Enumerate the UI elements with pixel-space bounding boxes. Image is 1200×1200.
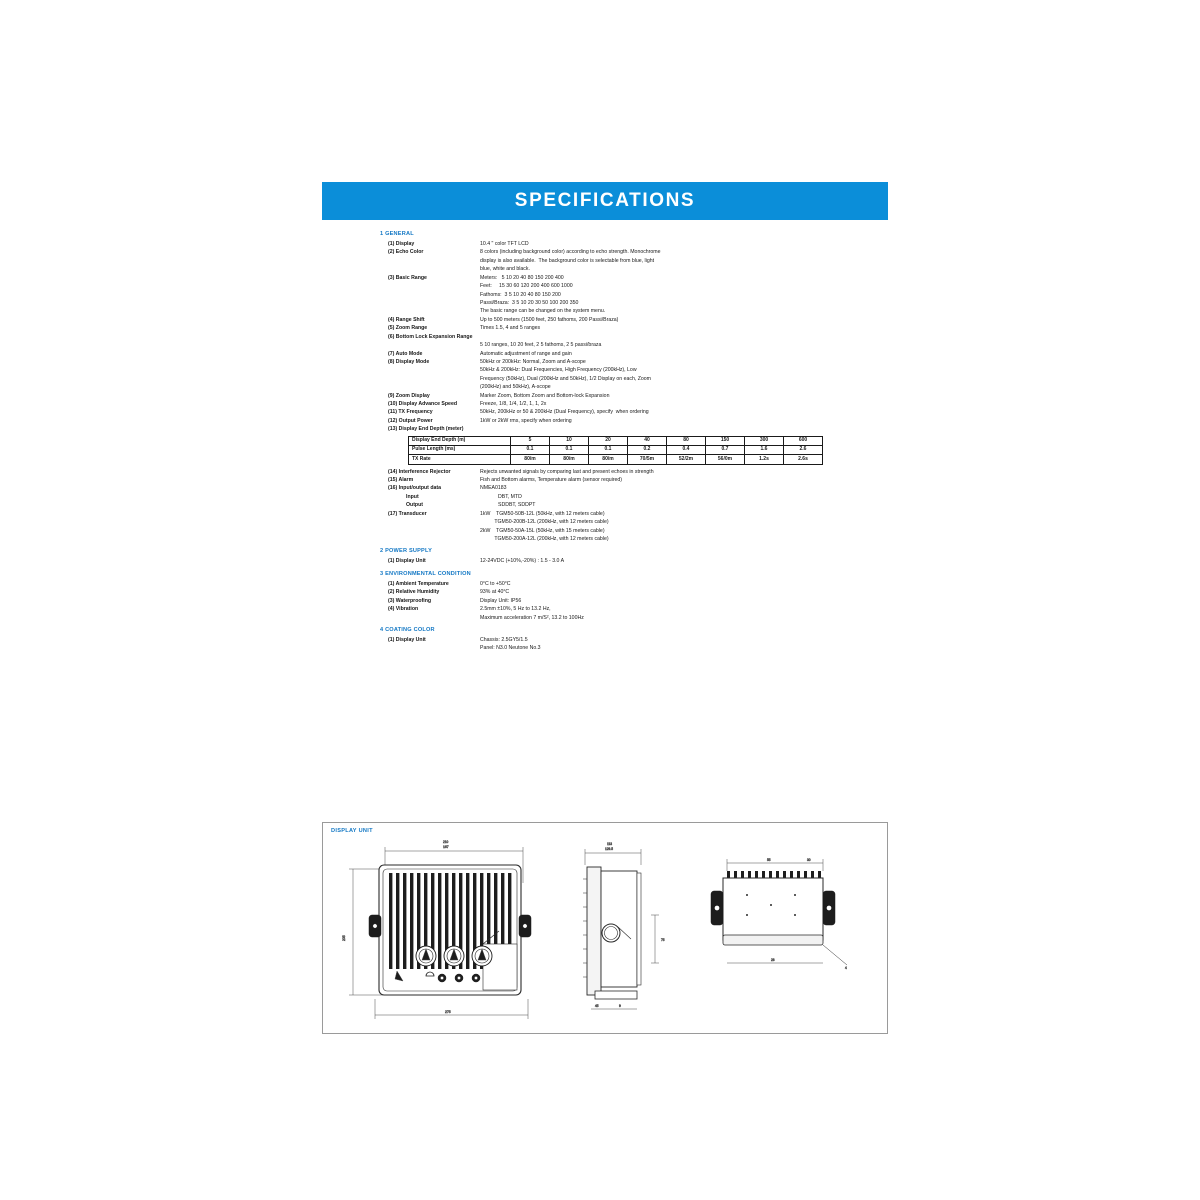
depth-pulse-table [408,436,823,465]
table-cell: 0.1 [511,446,550,455]
spec-item-value [480,316,888,324]
spec-value-line: NMEA0183 [480,485,507,492]
spec-row [388,408,888,416]
spec-item-value [480,248,888,273]
table-cell: 150 [706,436,745,445]
spec-item-value [480,358,888,392]
spec-row [388,274,888,316]
page-title: SPECIFICATIONS [514,190,696,211]
table-row-header: Display End Depth (m) [409,436,511,445]
spec-item-label: (4) Vibration [388,606,419,613]
spec-item-label: (4) Range Shift [388,316,425,323]
spec-value-line: Fathoms: 3 5 10 20 40 80 150 200 [480,291,561,298]
table-cell: 1.6 [745,446,784,455]
spec-row [388,240,888,248]
spec-value-line: 0°C to +50°C [480,580,511,587]
spec-value-line: Marker Zoom, Bottom Zoom and Bottom-lock Expansion [480,392,610,399]
spec-item-value [480,240,888,248]
table-cell: 2.6 [784,446,823,455]
section-heading: 3 ENVIRONMENTAL CONDITION [380,570,471,577]
spec-value-line: 2kW TGM50-50A-15L (50kHz, with 15 meters cable) [480,527,605,534]
svg-text:28: 28 [771,958,775,962]
spec-value-line: blue, white and black. [480,266,530,273]
spec-value-line: 10.4 " color TFT LCD [480,241,529,248]
spec-row [388,597,888,605]
spec-row [388,605,888,622]
spec-item-value [480,350,888,358]
spec-item-label: (10) Display Advance Speed [388,401,457,408]
spec-value-line: Feet: 15 30 60 120 200 400 600 1000 [480,283,573,290]
spec-item-value [480,597,888,605]
svg-text:167: 167 [443,845,449,849]
table-row [409,455,823,464]
spec-row [388,248,888,273]
spec-value-line: Meters: 5 10 20 40 80 150 200 400 [480,274,564,281]
spec-row [388,557,888,565]
table-cell: 20 [589,436,628,445]
spec-item-label: (13) Display End Depth (meter) [388,426,464,433]
spec-item-label: (6) Bottom Lock Expansion Range [388,333,473,340]
spec-item-value [480,580,888,588]
spec-row [388,400,888,408]
spec-item-label: (1) Display Unit [388,637,426,644]
table-cell: 5 [511,436,550,445]
spec-row [388,358,888,392]
svg-text:75: 75 [661,938,665,942]
svg-text:275: 275 [445,1010,451,1014]
spec-value-line: 1kW TGM50-50B-12L (50kHz, with 12 meters cable) [480,510,605,517]
spec-value-line: Chassis: 2.5GY5/1.5 [480,637,528,644]
spec-item-value [480,274,888,316]
spec-item-value [480,636,888,653]
spec-value-line: Up to 500 meters (1500 feet, 250 fathoms, 200 Passi/Braza) [480,316,619,323]
spec-row [388,468,888,476]
table-cell: 0.2 [628,446,667,455]
spec-item-value: 5 10 ranges, 10 20 feet, 2 5 fathoms, 2 5 passi/braza [480,342,602,349]
table-cell: 600 [784,436,823,445]
spec-row [388,501,888,509]
spec-item-label: (5) Zoom Range [388,325,428,332]
spec-value-line: DBT, MTD [498,493,522,500]
table-cell: 52/2m [667,455,706,464]
section-heading: 2 POWER SUPPLY [380,548,433,555]
spec-item-label: (3) Waterproofing [388,597,432,604]
spec-item-label: (16) Input/output data [388,485,442,492]
spec-item-value [480,468,888,476]
spec-item-label: (7) Auto Mode [388,350,423,357]
spec-item-value [480,588,888,596]
spec-item-label: (12) Output Power [388,417,433,424]
table-cell: 80/m [589,455,628,464]
spec-item-value [480,484,888,492]
spec-value-line: 1kW or 2kW rms, specify when ordering [480,417,572,424]
table-cell: 0.4 [667,446,706,455]
spec-item-label: (17) Transducer [388,510,427,517]
spec-row [388,316,888,324]
spec-value-line: TGM50-200B-12L (200kHz, with 12 meters cable) [480,519,609,526]
table-cell: 80/m [511,455,550,464]
spec-value-line: Maximum acceleration 7 m/S², 13.2 to 100Hz [480,614,584,621]
spec-item-label: (2) Relative Humidity [388,589,440,596]
spec-value-line: Rejects unwanted signals by comparing last and present echoes in strength [480,468,654,475]
svg-text:45: 45 [595,1004,599,1008]
specifications-body [322,220,888,796]
spec-item-label: (11) TX Frequency [388,409,433,416]
table-row [409,436,823,445]
spec-item-label: (14) Interference Rejector [388,468,451,475]
specifications-header [322,182,888,220]
spec-value-line: 50kHz, 200kHz or 50 & 200kHz (Dual Frequency), specify when ordering [480,409,649,416]
spec-value-line: (200kHz) and 50kHz), A-scope [480,384,551,391]
spec-item-value [480,476,888,484]
table-cell: 40 [628,436,667,445]
spec-item-label: (1) Display [388,241,415,248]
spec-item-value [480,557,888,565]
spec-value-line: 50kHz & 200kHz: Dual Frequencies, High Frequency (200kHz), Low [480,367,637,374]
spec-item-value [480,324,888,332]
table-cell: 70/5m [628,455,667,464]
section-heading: 4 COATING COLOR [380,627,435,634]
spec-value-line: 12-24VDC (+10%,-20%) : 1.5 - 3.0 A [480,558,565,565]
spec-item-label: (15) Alarm [388,477,414,484]
spec-value-line: 2.5mm ±10%, 5 Hz to 13.2 Hz, [480,606,551,613]
spec-row [388,580,888,588]
svg-text:210: 210 [443,840,449,844]
spec-value-line: SDDBT, SDDPT [498,502,536,509]
table-cell: 1.2s [745,455,784,464]
table-cell: 2.6s [784,455,823,464]
spec-item-value [480,408,888,416]
display-unit-drawings-panel [322,822,888,1034]
spec-row [388,350,888,358]
spec-row [388,493,888,501]
spec-value-line: 8 colors (including background color) according to echo strength. Monochrome [480,249,661,256]
spec-value-line: TGM50-200A-12L (200kHz, with 12 meters cable) [480,535,609,542]
spec-row [388,392,888,400]
spec-item-label: (1) Display Unit [388,558,426,565]
spec-item-label: (2) Echo Color [388,249,424,256]
section-heading: 1 GENERAL [380,231,414,237]
spec-row [388,484,888,492]
spec-item-label: Input [406,493,419,500]
table-cell: 0.7 [706,446,745,455]
drawings-label: DISPLAY UNIT [331,828,373,834]
spec-item-value [498,501,888,509]
table-cell: 56/0m [706,455,745,464]
table-cell: 0.1 [589,446,628,455]
spec-item-label: (9) Zoom Display [388,392,430,399]
spec-item-label: Output [406,502,423,509]
table-cell: 0.1 [550,446,589,455]
spec-row [388,476,888,484]
spec-row [388,417,888,425]
spec-value-line: Fish and Bottom alarms, Temperature alarm (sensor required) [480,477,623,484]
spec-item-value [498,493,888,501]
spec-row [388,510,888,544]
spec-value-line: 50kHz or 200kHz: Normal, Zoom and A-scope [480,358,586,365]
spec-item-value [480,605,888,622]
spec-value-line: Automatic adjustment of range and gain [480,350,572,357]
spec-value-line: Display Unit: IP56 [480,597,522,604]
table-cell: 10 [550,436,589,445]
spec-value-line: display is also available. The background color is selectable from blue, light [480,257,655,264]
spec-value-line: The basic range can be changed on the system menu. [480,308,606,315]
spec-value-line: Passi/Braza: 3 5 10 20 30 50 100 200 350 [480,300,579,306]
table-row [409,446,823,455]
table-cell: 80 [667,436,706,445]
spec-value-line: 93% at 40°C [480,589,510,596]
svg-text:129.5: 129.5 [605,847,613,851]
svg-text:113: 113 [607,842,613,846]
spec-item-label: (1) Ambient Temperature [388,580,449,587]
spec-item-value [480,417,888,425]
svg-text:9: 9 [619,1004,621,1008]
spec-value-line: Frequency (50kHz), Dual (200kHz and 50kHz), 1/2 Display on each, Zoom [480,375,651,382]
svg-text:205: 205 [342,935,346,941]
spec-item-value [480,400,888,408]
spec-item-label: (3) Basic Range [388,274,427,281]
table-cell: 300 [745,436,784,445]
spec-value-line: Times 1.5, 4 and 5 ranges [480,325,541,332]
table-cell: 80/m [550,455,589,464]
svg-text:30: 30 [807,858,811,862]
spec-item-value [480,510,888,544]
spec-row [388,636,888,653]
spec-item-label: (8) Display Mode [388,358,430,365]
spec-sheet-page [322,182,888,1034]
spec-value-line: Panel: N3.0 Neutone No.3 [480,645,541,652]
dimensional-drawings [323,823,887,1033]
table-row-header: Pulse Length (ms) [409,446,511,455]
spec-value-line: Freeze, 1/8, 1/4, 1/2, 1, 1, 2x [480,401,547,408]
table-row-header: TX Rate [409,455,511,464]
spec-row [388,324,888,332]
spec-row [388,588,888,596]
spec-item-value [480,392,888,400]
svg-text:55: 55 [767,858,771,862]
svg-text:4: 4 [845,966,847,970]
